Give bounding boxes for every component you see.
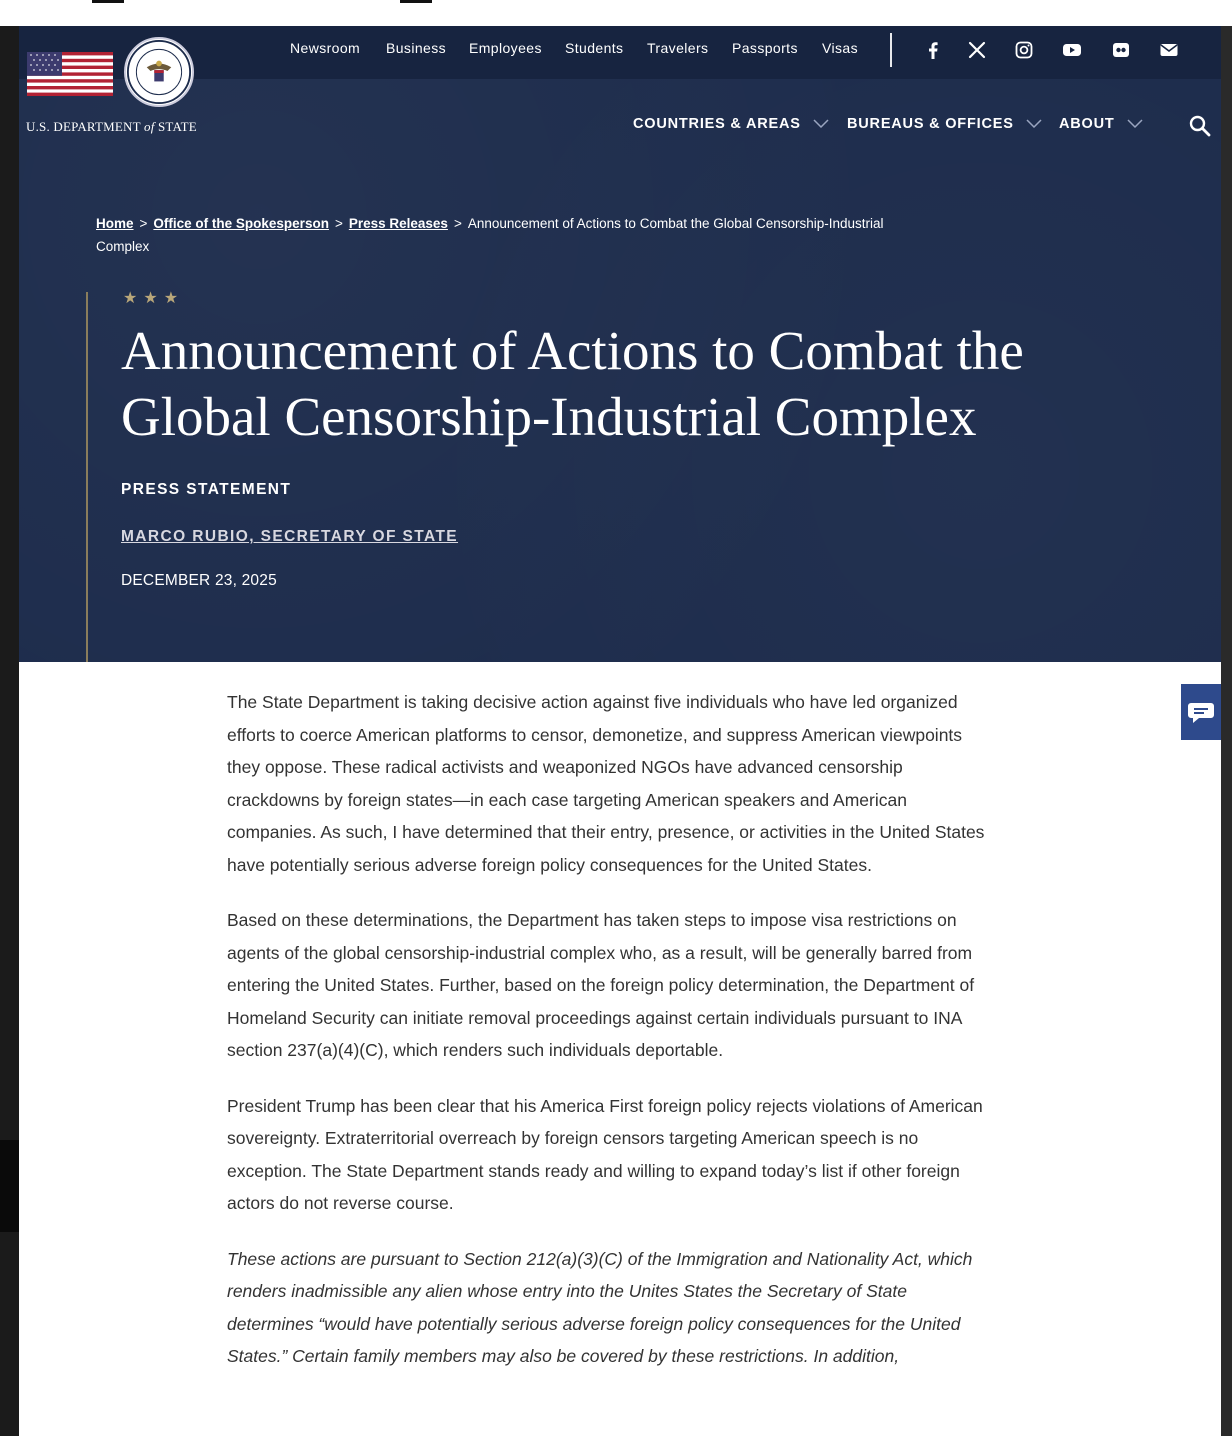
facebook-icon[interactable] xyxy=(923,40,943,60)
crop-mark xyxy=(92,0,124,3)
email-icon[interactable] xyxy=(1159,40,1179,60)
youtube-icon[interactable] xyxy=(1062,40,1082,60)
nav-countries-areas[interactable] xyxy=(633,116,829,132)
author-link[interactable]: MARCO RUBIO, SECRETARY OF STATE xyxy=(121,528,459,545)
chevron-down-icon xyxy=(1127,119,1143,129)
nav-bureaus-offices-label: BUREAUS & OFFICES xyxy=(847,116,1014,132)
flickr-icon[interactable] xyxy=(1111,40,1131,60)
background-dark-block xyxy=(0,1140,19,1232)
state-department-page xyxy=(19,26,1221,1436)
bottom-fade xyxy=(19,1406,1221,1436)
instagram-icon[interactable] xyxy=(1014,40,1034,60)
nav-countries-areas-label: COUNTRIES & AREAS xyxy=(633,116,801,132)
search-icon[interactable] xyxy=(1188,114,1212,138)
breadcrumb-home[interactable]: Home xyxy=(96,216,134,231)
statement-type: PRESS STATEMENT xyxy=(121,481,292,498)
background-window-right xyxy=(1221,26,1232,1436)
nav-passports[interactable]: Passports xyxy=(732,40,798,56)
breadcrumb-separator: > xyxy=(453,216,462,231)
nav-employees[interactable]: Employees xyxy=(469,40,542,56)
nav-business[interactable]: Business xyxy=(386,40,447,56)
stars-decoration: ★★★ xyxy=(123,288,185,307)
department-seal-icon[interactable] xyxy=(124,37,194,107)
accent-line xyxy=(86,292,88,662)
article-paragraph: The State Department is taking decisive action against five individuals who have led organized efforts to coerce American platforms to censor, demonetize, and suppress American viewpoints they oppose. These radical activists and weaponized NGOs have advanced censorship crackdowns by foreign states—in each case targeting American speakers and American companies. As such, I have determined that their entry, presence, or activities in the United States have potentially serious adverse foreign policy consequences for the United States. xyxy=(227,692,985,875)
crop-mark xyxy=(400,0,432,3)
nav-about-label: ABOUT xyxy=(1059,116,1115,132)
breadcrumb-separator: > xyxy=(334,216,343,231)
article-paragraph-legal-note: These actions are pursuant to Section 212(a)(3)(C) of the Immigration and Nationality Act, which renders inadmissible any alien whose entry into the Unites States the Secretary of State determines “would have potentially serious adverse foreign policy consequences for the United States.” Certain family members may also be covered by these restrictions. In addition, xyxy=(227,1248,973,1366)
chevron-down-icon xyxy=(1026,119,1042,129)
department-wordmark[interactable]: U.S. DEPARTMENT of STATE xyxy=(26,119,197,134)
us-flag-icon[interactable] xyxy=(27,52,113,96)
article-paragraph: President Trump has been clear that his America First foreign policy rejects violations of American sovereignty. Extraterritorial overreach by foreign censors targeting American speech is no exception. The State Department stands ready and willing to expand today’s list if other foreign actors do not reverse course. xyxy=(227,1095,983,1213)
breadcrumb-spokesperson[interactable]: Office of the Spokesperson xyxy=(153,216,329,231)
x-icon[interactable] xyxy=(967,40,987,60)
chevron-down-icon xyxy=(813,119,829,129)
screenshot-top-strip xyxy=(0,0,1232,27)
breadcrumb-current: Announcement of Actions to Combat the Global Censorship-Industrial Complex xyxy=(96,216,884,254)
page-title: Announcement of Actions to Combat the Global Censorship-Industrial Complex xyxy=(121,320,1024,447)
article-body xyxy=(227,686,987,1396)
chat-bubble-icon xyxy=(1187,700,1215,724)
nav-students[interactable]: Students xyxy=(565,40,624,56)
breadcrumb-separator: > xyxy=(139,216,148,231)
nav-bureaus-offices[interactable] xyxy=(847,116,1042,132)
nav-about[interactable] xyxy=(1059,116,1143,132)
hero-section xyxy=(19,26,1221,662)
nav-newsroom[interactable]: Newsroom xyxy=(290,40,361,56)
nav-visas[interactable]: Visas xyxy=(822,40,858,56)
background-window-left xyxy=(0,26,19,1436)
publish-date: DECEMBER 23, 2025 xyxy=(121,572,277,589)
nav-divider xyxy=(890,33,892,67)
breadcrumb xyxy=(96,212,896,258)
breadcrumb-press-releases[interactable]: Press Releases xyxy=(348,216,448,231)
article-paragraph: Based on these determinations, the Department has taken steps to impose visa restrictions on agents of the global censorship-industrial complex who, as a result, will be generally barred from entering the United States. Further, based on the foreign policy determination, the Department of Homeland Security can initiate removal proceedings against certain individuals pursuant to INA section 237(a)(4)(C), which renders such individuals deportable. xyxy=(227,910,975,1060)
nav-travelers[interactable]: Travelers xyxy=(647,40,709,56)
feedback-button[interactable] xyxy=(1181,684,1221,740)
